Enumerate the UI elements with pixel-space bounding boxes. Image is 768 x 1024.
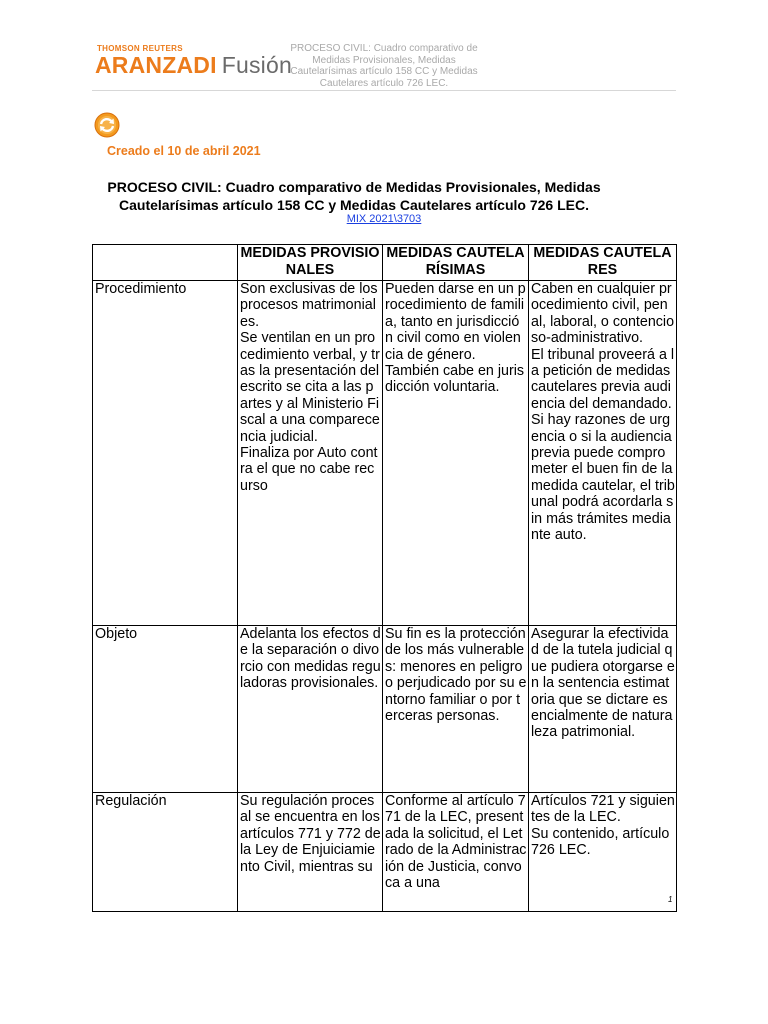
cell-cautelarisimas: Pueden darse en un procedimiento de familia, tanto en jurisdicción civil como en violencia de género. También cabe en jurisdicción voluntaria. bbox=[383, 281, 529, 626]
cell-cautelares: Asegurar la efectividad de la tutela judicial que pudiera otorgarse en la sentencia estimatoria que se dictare esencialmente de naturaleza patrimonial. bbox=[529, 626, 677, 793]
table-header-row bbox=[93, 245, 677, 281]
running-header-title: PROCESO CIVIL: Cuadro comparativo de Medidas Provisionales, Medidas Cautelarísimas artículo 158 CC y Medidas Cautelares artículo 726 LEC. bbox=[290, 43, 478, 89]
row-label: Objeto bbox=[93, 626, 238, 793]
cell-cautelarisimas: Su fin es la protección de los más vulnerables: menores en peligro o perjudicado por su entorno familiar o por terceras personas. bbox=[383, 626, 529, 793]
brand-aranzadi: ARANZADI bbox=[95, 52, 217, 78]
header-cell-cautelares: MEDIDAS CAUTELARES bbox=[529, 245, 677, 281]
document-title-line-2: Cautelarísimas artículo 158 CC y Medidas Cautelares artículo 726 LEC. bbox=[119, 197, 589, 213]
document-title bbox=[92, 178, 616, 214]
cell-provisionales: Son exclusivas de los procesos matrimoniales. Se ventilan en un procedimiento verbal, y tras la presentación del escrito se cita a las partes y al Ministerio Fiscal a una comparecencia judicial. Finaliza por Auto contra el que no cabe recurso bbox=[238, 281, 383, 626]
header-cell-provisionales: MEDIDAS PROVISIONALES bbox=[238, 245, 383, 281]
cell-provisionales: Adelanta los efectos de la separación o divorcio con medidas reguladoras provisionales. bbox=[238, 626, 383, 793]
refresh-icon[interactable] bbox=[94, 112, 120, 138]
brand-top-text: THOMSON REUTERS bbox=[97, 44, 183, 53]
brand-main-text bbox=[95, 52, 292, 79]
table-row-objeto bbox=[93, 626, 677, 793]
cell-cautelares: Artículos 721 y siguientes de la LEC. Su contenido, artículo 726 LEC. bbox=[529, 793, 677, 912]
cell-cautelares: Caben en cualquier procedimiento civil, penal, laboral, o contencioso-administrativo. El tribunal proveerá a la petición de medidas cautelares previa audiencia del demandado. Si hay razones de urgencia o si la audiencia previa puede comprometer el buen fin de la medida cautelar, el tribunal podrá acordarla sin más trámites mediante auto. bbox=[529, 281, 677, 626]
creation-date: Creado el 10 de abril 2021 bbox=[107, 144, 261, 158]
cell-provisionales: Su regulación procesal se encuentra en los artículos 771 y 772 de la Ley de Enjuiciamiento Civil, mientras su bbox=[238, 793, 383, 912]
table-row-procedimiento bbox=[93, 281, 677, 626]
header-divider bbox=[92, 90, 676, 91]
header-cell-empty bbox=[93, 245, 238, 281]
table-row-regulacion bbox=[93, 793, 677, 912]
cell-cautelarisimas: Conforme al artículo 771 de la LEC, presentada la solicitud, el Letrado de la Administración de Justicia, convoca a una bbox=[383, 793, 529, 912]
document-title-line-1: PROCESO CIVIL: Cuadro comparativo de Medidas Provisionales, Medidas bbox=[107, 179, 601, 195]
comparison-table bbox=[92, 244, 677, 912]
row-label: Regulación bbox=[93, 793, 238, 912]
row-label: Procedimiento bbox=[93, 281, 238, 626]
reference-link[interactable]: MIX 2021\3703 bbox=[346, 213, 422, 225]
header-cell-cautelarisimas: MEDIDAS CAUTELARÍSIMAS bbox=[383, 245, 529, 281]
page-number: 1 bbox=[668, 895, 673, 904]
brand-fusion: Fusión bbox=[221, 52, 292, 78]
